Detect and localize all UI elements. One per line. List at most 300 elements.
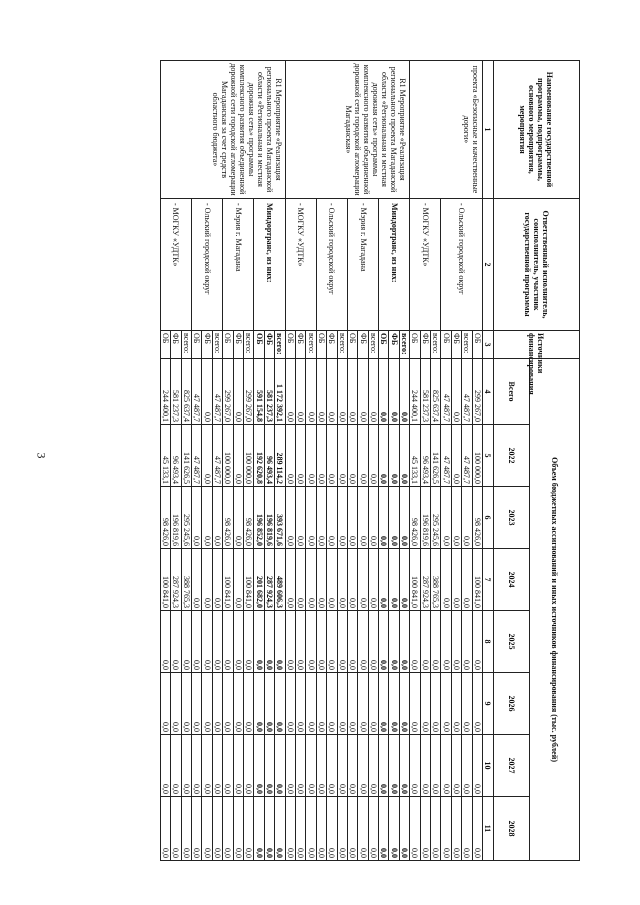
value-cell: 0,0 (420, 673, 430, 735)
source-cell: ФБ (171, 331, 181, 359)
value-cell: 0,0 (254, 673, 264, 735)
value-cell: 0,0 (327, 611, 337, 673)
value-cell: 0,0 (192, 673, 202, 735)
value-cell: 0,0 (337, 425, 347, 487)
value-cell: 98 426,0 (472, 487, 482, 549)
value-cell: 47 487,7 (212, 359, 222, 425)
value-cell: 0,0 (327, 797, 337, 861)
value-cell: 47 487,7 (192, 359, 202, 425)
budget-table (160, 60, 580, 861)
value-cell: 0,0 (254, 735, 264, 797)
column-number: 7 (483, 549, 494, 611)
value-cell: 0,0 (316, 611, 326, 673)
value-cell: 0,0 (233, 549, 243, 611)
value-cell: 0,0 (451, 735, 461, 797)
value-cell: 141 626,5 (431, 425, 441, 487)
value-cell: 0,0 (202, 549, 212, 611)
value-cell: 0,0 (295, 673, 305, 735)
source-cell: всего: (306, 331, 316, 359)
value-cell: 0,0 (223, 735, 233, 797)
value-cell: 47 487,7 (462, 425, 472, 487)
value-cell: 0,0 (358, 487, 368, 549)
value-cell: 287 924,3 (264, 549, 274, 611)
value-cell: 0,0 (389, 797, 399, 861)
value-cell: 0,0 (202, 735, 212, 797)
value-cell: 0,0 (410, 797, 420, 861)
value-cell: 0,0 (462, 611, 472, 673)
executor-cell: - Мэрия г. Магадана (223, 199, 254, 331)
value-cell: 0,0 (389, 673, 399, 735)
value-cell: 0,0 (285, 735, 295, 797)
source-cell: ОБ (285, 331, 295, 359)
value-cell: 0,0 (202, 487, 212, 549)
value-cell: 0,0 (389, 611, 399, 673)
value-cell: 0,0 (379, 487, 389, 549)
value-cell: 0,0 (368, 549, 378, 611)
value-cell: 299 267,0 (244, 359, 254, 425)
value-cell: 0,0 (368, 487, 378, 549)
source-cell: ОБ (316, 331, 326, 359)
value-cell: 388 765,3 (181, 549, 191, 611)
header-name: Наименование государственной программы, подпрограммы, основного мероприятия, мероприятия (494, 61, 580, 199)
value-cell: 0,0 (233, 673, 243, 735)
value-cell: 96 493,4 (264, 425, 274, 487)
source-cell: всего: (212, 331, 222, 359)
value-cell: 0,0 (171, 797, 181, 861)
value-cell: 0,0 (379, 425, 389, 487)
value-cell: 0,0 (379, 549, 389, 611)
value-cell: 100 841,0 (223, 549, 233, 611)
value-cell: 0,0 (264, 673, 274, 735)
value-cell: 0,0 (420, 797, 430, 861)
header-year: 2024 (494, 549, 530, 611)
value-cell: 0,0 (327, 735, 337, 797)
source-cell: всего: (462, 331, 472, 359)
value-cell: 0,0 (160, 735, 170, 797)
value-cell: 0,0 (399, 549, 409, 611)
page-number: 3 (34, 452, 49, 459)
header-year: 2027 (494, 735, 530, 797)
value-cell: 0,0 (337, 611, 347, 673)
value-cell: 47 487,7 (192, 425, 202, 487)
value-cell: 0,0 (160, 797, 170, 861)
column-number: 8 (483, 611, 494, 673)
value-cell: 287 924,3 (420, 549, 430, 611)
value-cell: 0,0 (358, 359, 368, 425)
value-cell: 0,0 (275, 673, 285, 735)
value-cell: 0,0 (306, 487, 316, 549)
value-cell: 0,0 (441, 673, 451, 735)
value-cell: 0,0 (212, 487, 222, 549)
value-cell: 0,0 (347, 797, 357, 861)
value-cell: 0,0 (379, 673, 389, 735)
value-cell: 0,0 (295, 487, 305, 549)
value-cell: 0,0 (212, 673, 222, 735)
executor-cell: - Ольский городской округ (192, 199, 223, 331)
value-cell: 0,0 (410, 611, 420, 673)
value-cell: 0,0 (295, 735, 305, 797)
value-cell: 0,0 (379, 611, 389, 673)
header-source: Источники финансирования (494, 331, 580, 359)
value-cell: 0,0 (347, 359, 357, 425)
value-cell: 0,0 (358, 611, 368, 673)
value-cell: 0,0 (441, 487, 451, 549)
source-cell: ОБ (410, 331, 420, 359)
source-cell: ФБ (202, 331, 212, 359)
value-cell: 0,0 (295, 611, 305, 673)
value-cell: 0,0 (244, 797, 254, 861)
value-cell: 0,0 (347, 425, 357, 487)
value-cell: 0,0 (181, 735, 191, 797)
value-cell: 0,0 (472, 797, 482, 861)
column-number: 11 (483, 797, 494, 861)
value-cell: 196 852,0 (254, 487, 264, 549)
executor-cell: Миндортранс, из них: (254, 199, 285, 331)
value-cell: 0,0 (181, 611, 191, 673)
value-cell: 0,0 (233, 735, 243, 797)
source-cell: ФБ (358, 331, 368, 359)
value-cell: 98 426,0 (410, 487, 420, 549)
value-cell: 388 765,3 (431, 549, 441, 611)
value-cell: 0,0 (181, 797, 191, 861)
value-cell: 0,0 (223, 797, 233, 861)
value-cell: 0,0 (223, 611, 233, 673)
value-cell: 0,0 (202, 425, 212, 487)
value-cell: 0,0 (347, 487, 357, 549)
value-cell: 0,0 (337, 673, 347, 735)
source-cell: ОБ (441, 331, 451, 359)
value-cell: 0,0 (295, 359, 305, 425)
value-cell: 47 487,7 (462, 359, 472, 425)
value-cell: 0,0 (316, 797, 326, 861)
value-cell: 0,0 (285, 673, 295, 735)
value-cell: 0,0 (358, 425, 368, 487)
value-cell: 0,0 (399, 735, 409, 797)
value-cell: 299 267,0 (472, 359, 482, 425)
value-cell: 0,0 (254, 611, 264, 673)
value-cell: 0,0 (472, 735, 482, 797)
value-cell: 0,0 (379, 797, 389, 861)
source-cell: всего: (244, 331, 254, 359)
value-cell: 0,0 (275, 611, 285, 673)
value-cell: 0,0 (306, 425, 316, 487)
value-cell: 0,0 (389, 735, 399, 797)
value-cell: 0,0 (451, 611, 461, 673)
value-cell: 0,0 (431, 735, 441, 797)
value-cell: 0,0 (441, 735, 451, 797)
value-cell: 98 426,0 (160, 487, 170, 549)
value-cell: 0,0 (202, 673, 212, 735)
value-cell: 0,0 (368, 673, 378, 735)
value-cell: 0,0 (420, 611, 430, 673)
value-cell: 96 493,4 (171, 425, 181, 487)
source-cell: всего: (181, 331, 191, 359)
value-cell: 581 237,3 (264, 359, 274, 425)
value-cell: 0,0 (192, 735, 202, 797)
value-cell: 0,0 (379, 735, 389, 797)
value-cell: 0,0 (306, 735, 316, 797)
event-name-cell: R1 Мероприятие «Реализация регионального проекта Магаданской области «Региональная и местная дорожная сеть» программы комплексного развития объединенной дорожной сети городской агломерации Магаданская» (285, 61, 410, 199)
value-cell: 0,0 (160, 611, 170, 673)
value-cell: 0,0 (233, 611, 243, 673)
header-year: 2025 (494, 611, 530, 673)
value-cell: 0,0 (316, 549, 326, 611)
value-cell: 0,0 (306, 549, 316, 611)
value-cell: 0,0 (171, 735, 181, 797)
value-cell: 192 620,8 (254, 425, 264, 487)
value-cell: 0,0 (347, 673, 357, 735)
value-cell: 0,0 (358, 673, 368, 735)
value-cell: 0,0 (389, 487, 399, 549)
value-cell: 100 841,0 (160, 549, 170, 611)
value-cell: 0,0 (337, 549, 347, 611)
value-cell: 141 626,5 (181, 425, 191, 487)
value-cell: 100 000,0 (244, 425, 254, 487)
value-cell: 47 487,7 (441, 425, 451, 487)
value-cell: 0,0 (451, 673, 461, 735)
source-cell: ОБ (379, 331, 389, 359)
value-cell: 0,0 (275, 797, 285, 861)
source-cell: ФБ (233, 331, 243, 359)
value-cell: 0,0 (472, 673, 482, 735)
value-cell: 0,0 (462, 487, 472, 549)
value-cell: 100 841,0 (472, 549, 482, 611)
value-cell: 0,0 (316, 425, 326, 487)
value-cell: 100 841,0 (410, 549, 420, 611)
value-cell: 0,0 (202, 797, 212, 861)
column-number: 5 (483, 425, 494, 487)
value-cell: 0,0 (285, 611, 295, 673)
value-cell: 0,0 (295, 797, 305, 861)
source-cell: ФБ (264, 331, 274, 359)
value-cell: 0,0 (285, 425, 295, 487)
value-cell: 0,0 (327, 425, 337, 487)
source-cell: ОБ (160, 331, 170, 359)
value-cell: 196 819,6 (420, 487, 430, 549)
value-cell: 0,0 (462, 797, 472, 861)
value-cell: 0,0 (389, 425, 399, 487)
value-cell: 0,0 (212, 735, 222, 797)
executor-cell: - Ольский городской округ (441, 199, 483, 331)
header-year: 2022 (494, 425, 530, 487)
value-cell: 0,0 (399, 797, 409, 861)
value-cell: 0,0 (192, 487, 202, 549)
value-cell: 0,0 (389, 549, 399, 611)
executor-cell: - МОГКУ «УДТК» (410, 199, 441, 331)
value-cell: 295 245,6 (431, 487, 441, 549)
value-cell: 201 682,0 (254, 549, 264, 611)
value-cell: 289 114,2 (275, 425, 285, 487)
value-cell: 0,0 (462, 673, 472, 735)
value-cell: 0,0 (285, 797, 295, 861)
column-number: 6 (483, 487, 494, 549)
table-row (472, 61, 482, 861)
value-cell: 0,0 (420, 735, 430, 797)
value-cell: 0,0 (202, 611, 212, 673)
value-cell: 0,0 (441, 611, 451, 673)
value-cell: 196 819,6 (264, 487, 274, 549)
executor-cell: - МОГКУ «УДТК» (160, 199, 191, 331)
value-cell: 47 487,7 (212, 425, 222, 487)
value-cell: 0,0 (306, 359, 316, 425)
value-cell: 0,0 (337, 487, 347, 549)
value-cell: 0,0 (337, 735, 347, 797)
value-cell: 0,0 (306, 673, 316, 735)
value-cell: 0,0 (347, 611, 357, 673)
value-cell: 0,0 (368, 359, 378, 425)
source-cell: ФБ (389, 331, 399, 359)
value-cell: 0,0 (441, 797, 451, 861)
value-cell: 0,0 (306, 797, 316, 861)
value-cell: 0,0 (410, 735, 420, 797)
value-cell: 1 172 392,1 (275, 359, 285, 425)
value-cell: 825 637,4 (431, 359, 441, 425)
source-cell: ОБ (192, 331, 202, 359)
value-cell: 47 487,7 (441, 359, 451, 425)
column-number-row (483, 61, 494, 861)
value-cell: 0,0 (399, 425, 409, 487)
value-cell: 0,0 (337, 359, 347, 425)
value-cell: 0,0 (202, 359, 212, 425)
value-cell: 0,0 (181, 673, 191, 735)
value-cell: 0,0 (358, 735, 368, 797)
table-header (483, 61, 580, 861)
value-cell: 0,0 (233, 797, 243, 861)
header-volume: Объем бюджетных ассигнований и иных источников финансирования (тыс. рублей) (530, 359, 580, 861)
source-cell: всего: (368, 331, 378, 359)
event-name-cell: R1 Мероприятие «Реализация регионального проекта Магаданской области «Региональная и местная дорожная сеть» программы комплексного развития объединенной дорожной сети городской агломерации Магаданская за счет средств областного бюджета» (160, 61, 285, 199)
value-cell: 0,0 (451, 797, 461, 861)
value-cell: 0,0 (451, 359, 461, 425)
value-cell: 0,0 (316, 673, 326, 735)
value-cell: 295 245,6 (181, 487, 191, 549)
table-row (399, 61, 409, 861)
source-cell: всего: (275, 331, 285, 359)
value-cell: 0,0 (171, 611, 181, 673)
value-cell: 0,0 (212, 549, 222, 611)
value-cell: 0,0 (451, 487, 461, 549)
source-cell: ФБ (327, 331, 337, 359)
source-cell: ФБ (420, 331, 430, 359)
value-cell: 0,0 (285, 487, 295, 549)
value-cell: 0,0 (233, 425, 243, 487)
value-cell: 0,0 (264, 797, 274, 861)
value-cell: 0,0 (399, 611, 409, 673)
value-cell: 0,0 (368, 735, 378, 797)
event-name-cell: проекта «Безопасные и качественные дороги» (410, 61, 483, 199)
value-cell: 0,0 (306, 611, 316, 673)
value-cell: 0,0 (347, 735, 357, 797)
source-cell: всего: (337, 331, 347, 359)
value-cell: 0,0 (358, 549, 368, 611)
value-cell: 0,0 (410, 673, 420, 735)
value-cell: 100 000,0 (223, 425, 233, 487)
value-cell: 45 133,1 (160, 425, 170, 487)
table-body (160, 61, 482, 861)
rotated-table-wrapper (60, 60, 580, 860)
value-cell: 244 400,1 (410, 359, 420, 425)
value-cell: 0,0 (192, 549, 202, 611)
header-year: 2028 (494, 797, 530, 861)
value-cell: 0,0 (379, 359, 389, 425)
value-cell: 0,0 (233, 359, 243, 425)
value-cell: 0,0 (192, 797, 202, 861)
value-cell: 0,0 (431, 797, 441, 861)
value-cell: 0,0 (368, 797, 378, 861)
value-cell: 489 606,3 (275, 549, 285, 611)
value-cell: 0,0 (295, 425, 305, 487)
value-cell: 581 237,3 (171, 359, 181, 425)
value-cell: 287 924,3 (171, 549, 181, 611)
value-cell: 0,0 (347, 549, 357, 611)
column-number: 9 (483, 673, 494, 735)
source-cell: ОБ (223, 331, 233, 359)
value-cell: 591 154,8 (254, 359, 264, 425)
value-cell: 0,0 (160, 673, 170, 735)
header-year: 2026 (494, 673, 530, 735)
column-number: 1 (483, 61, 494, 199)
executor-cell: Миндортранс, из них: (379, 199, 410, 331)
header-executor: Ответственный исполнитель, соисполнитель, участник государственной программы (494, 199, 580, 331)
value-cell: 96 493,4 (420, 425, 430, 487)
value-cell: 0,0 (316, 487, 326, 549)
value-cell: 100 841,0 (244, 549, 254, 611)
value-cell: 0,0 (399, 673, 409, 735)
value-cell: 0,0 (472, 611, 482, 673)
value-cell: 0,0 (327, 673, 337, 735)
header-year: 2023 (494, 487, 530, 549)
value-cell: 0,0 (462, 735, 472, 797)
table-row (275, 61, 285, 861)
executor-cell: - МОГКУ «УДТК» (285, 199, 316, 331)
executor-cell: - Ольский городской округ (316, 199, 347, 331)
value-cell: 0,0 (264, 611, 274, 673)
value-cell: 0,0 (212, 797, 222, 861)
value-cell: 0,0 (212, 611, 222, 673)
value-cell: 0,0 (316, 359, 326, 425)
value-cell: 100 000,0 (472, 425, 482, 487)
value-cell: 0,0 (275, 735, 285, 797)
value-cell: 0,0 (337, 797, 347, 861)
source-cell: ОБ (472, 331, 482, 359)
value-cell: 0,0 (285, 359, 295, 425)
value-cell: 0,0 (192, 611, 202, 673)
source-cell: всего: (399, 331, 409, 359)
value-cell: 45 133,1 (410, 425, 420, 487)
source-cell: всего: (431, 331, 441, 359)
source-cell: ОБ (347, 331, 357, 359)
header-total: Всего (494, 359, 530, 425)
value-cell: 0,0 (171, 673, 181, 735)
value-cell: 0,0 (285, 549, 295, 611)
source-cell: ФБ (451, 331, 461, 359)
value-cell: 0,0 (368, 425, 378, 487)
value-cell: 299 267,0 (223, 359, 233, 425)
value-cell: 0,0 (368, 611, 378, 673)
executor-cell: - Мэрия г. Магадана (347, 199, 378, 331)
value-cell: 0,0 (451, 549, 461, 611)
source-cell: ОБ (254, 331, 264, 359)
value-cell: 244 400,1 (160, 359, 170, 425)
value-cell: 98 426,0 (244, 487, 254, 549)
value-cell: 0,0 (244, 673, 254, 735)
value-cell: 0,0 (327, 487, 337, 549)
value-cell: 0,0 (223, 673, 233, 735)
value-cell: 0,0 (327, 359, 337, 425)
column-number: 2 (483, 199, 494, 331)
value-cell: 0,0 (295, 549, 305, 611)
value-cell: 0,0 (451, 425, 461, 487)
